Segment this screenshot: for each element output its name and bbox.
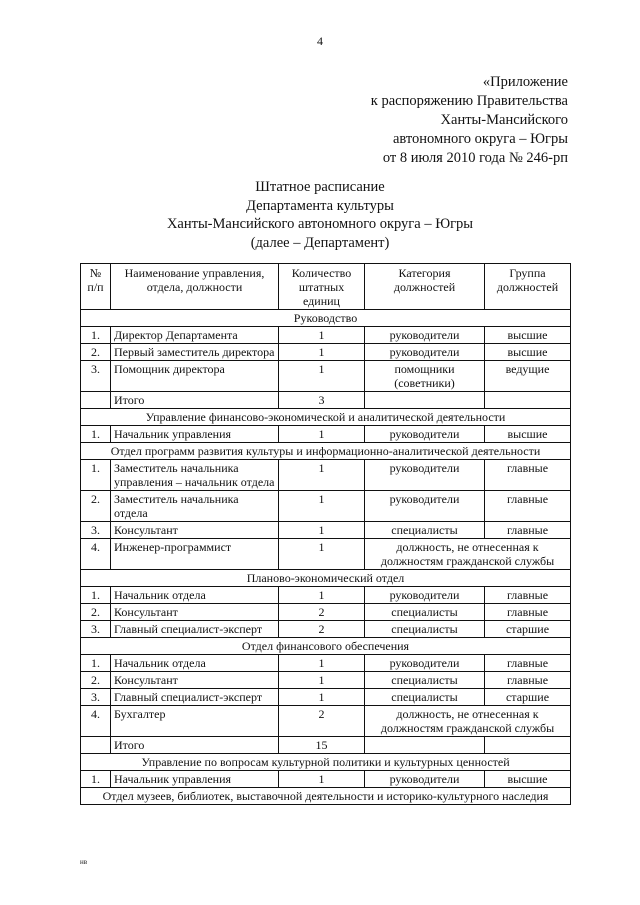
position-category: специалисты bbox=[365, 604, 485, 621]
position-name: Итого bbox=[111, 737, 279, 754]
position-group bbox=[485, 392, 571, 409]
position-group: главные bbox=[485, 587, 571, 604]
appendix-line: к распоряжению Правительства bbox=[370, 93, 568, 109]
row-number: 2. bbox=[81, 604, 111, 621]
page-number: 4 bbox=[317, 34, 323, 48]
staff-count: 1 bbox=[279, 344, 365, 361]
position-category: руководители bbox=[365, 426, 485, 443]
position-name: Бухгалтер bbox=[111, 706, 279, 737]
position-group: главные bbox=[485, 655, 571, 672]
row-number: 3. bbox=[81, 361, 111, 392]
table-row bbox=[81, 327, 571, 344]
position-category: специалисты bbox=[365, 672, 485, 689]
table-row bbox=[81, 689, 571, 706]
staff-count: 1 bbox=[279, 361, 365, 392]
table-row bbox=[81, 460, 571, 491]
staff-count: 2 bbox=[279, 604, 365, 621]
total-row bbox=[81, 737, 571, 754]
staff-count: 3 bbox=[279, 392, 365, 409]
title-line: Штатное расписание bbox=[255, 179, 385, 195]
row-number: 4. bbox=[81, 539, 111, 570]
position-category: руководители bbox=[365, 771, 485, 788]
position-name: Помощник директора bbox=[111, 361, 279, 392]
section-title: Отдел финансового обеспечения bbox=[81, 638, 571, 655]
position-group: старшие bbox=[485, 621, 571, 638]
position-category: специалисты bbox=[365, 621, 485, 638]
table-row bbox=[81, 621, 571, 638]
position-category: руководители bbox=[365, 327, 485, 344]
position-group: ведущие bbox=[485, 361, 571, 392]
row-number: 2. bbox=[81, 672, 111, 689]
section-header-row bbox=[81, 754, 571, 771]
position-group: главные bbox=[485, 604, 571, 621]
position-group: высшие bbox=[485, 327, 571, 344]
staff-count: 1 bbox=[279, 426, 365, 443]
title-line: (далее – Департамент) bbox=[250, 234, 390, 251]
position-group bbox=[485, 737, 571, 754]
row-number: 3. bbox=[81, 621, 111, 638]
staff-count: 1 bbox=[279, 771, 365, 788]
appendix-line: от 8 июля 2010 года № 246-рп bbox=[382, 150, 568, 166]
section-header-row bbox=[81, 310, 571, 327]
row-number: 4. bbox=[81, 706, 111, 737]
row-number: 1. bbox=[81, 587, 111, 604]
position-category: руководители bbox=[365, 460, 485, 491]
position-name: Консультант bbox=[111, 604, 279, 621]
position-group: высшие bbox=[485, 426, 571, 443]
position-category: руководители bbox=[365, 655, 485, 672]
row-number: 1. bbox=[81, 655, 111, 672]
position-category: руководители bbox=[365, 344, 485, 361]
position-category bbox=[365, 737, 485, 754]
staff-count: 1 bbox=[279, 672, 365, 689]
row-number bbox=[81, 737, 111, 754]
section-header-row bbox=[81, 409, 571, 426]
header-qty: Количество штатных единиц bbox=[279, 264, 365, 310]
table-row bbox=[81, 706, 571, 737]
staff-count: 2 bbox=[279, 706, 365, 737]
section-title: Планово-экономический отдел bbox=[81, 570, 571, 587]
staff-count: 1 bbox=[279, 327, 365, 344]
row-number: 1. bbox=[81, 771, 111, 788]
position-category: руководители bbox=[365, 587, 485, 604]
position-group: главные bbox=[485, 672, 571, 689]
staff-count: 2 bbox=[279, 621, 365, 638]
row-number: 3. bbox=[81, 522, 111, 539]
position-name: Начальник отдела bbox=[111, 587, 279, 604]
staff-count: 1 bbox=[279, 491, 365, 522]
row-number: 1. bbox=[81, 327, 111, 344]
section-header-row bbox=[81, 638, 571, 655]
staff-count: 1 bbox=[279, 522, 365, 539]
position-group: высшие bbox=[485, 771, 571, 788]
table-row bbox=[81, 491, 571, 522]
position-group: главные bbox=[485, 522, 571, 539]
table-row bbox=[81, 771, 571, 788]
table-row bbox=[81, 587, 571, 604]
table-row bbox=[81, 672, 571, 689]
position-category: должность, не отнесенная к должностям гражданской службы bbox=[365, 706, 571, 737]
section-title: Отдел программ развития культуры и информационно-аналитической деятельности bbox=[81, 443, 571, 460]
table-row bbox=[81, 604, 571, 621]
staff-count: 15 bbox=[279, 737, 365, 754]
staff-count: 1 bbox=[279, 539, 365, 570]
table-row bbox=[81, 361, 571, 392]
header-name: Наименование управления, отдела, должности bbox=[111, 264, 279, 310]
section-header-row bbox=[81, 788, 571, 805]
staff-table bbox=[80, 263, 571, 805]
table-body bbox=[81, 310, 571, 805]
staff-count: 1 bbox=[279, 655, 365, 672]
position-name: Консультант bbox=[111, 522, 279, 539]
appendix-line: Ханты-Мансийского bbox=[440, 112, 568, 128]
position-group: высшие bbox=[485, 344, 571, 361]
appendix-header bbox=[371, 73, 568, 168]
position-name: Главный специалист-эксперт bbox=[111, 689, 279, 706]
position-category: специалисты bbox=[365, 689, 485, 706]
table-row bbox=[81, 522, 571, 539]
position-name: Заместитель начальника управления – начальник отдела bbox=[111, 460, 279, 491]
header-category: Категория должностей bbox=[365, 264, 485, 310]
row-number: 1. bbox=[81, 426, 111, 443]
position-name: Начальник отдела bbox=[111, 655, 279, 672]
header-num: № п/п bbox=[81, 264, 111, 310]
position-name: Заместитель начальника отдела bbox=[111, 491, 279, 522]
position-name: Итого bbox=[111, 392, 279, 409]
total-row bbox=[81, 392, 571, 409]
row-number bbox=[81, 392, 111, 409]
table-row bbox=[81, 344, 571, 361]
staff-count: 1 bbox=[279, 587, 365, 604]
header-group: Группа должностей bbox=[485, 264, 571, 310]
position-name: Инженер-программист bbox=[111, 539, 279, 570]
position-category: руководители bbox=[365, 491, 485, 522]
position-category: должность, не отнесенная к должностям гражданской службы bbox=[365, 539, 571, 570]
position-name: Начальник управления bbox=[111, 426, 279, 443]
document-title bbox=[0, 178, 640, 252]
appendix-line: «Приложение bbox=[482, 74, 568, 90]
section-header-row bbox=[81, 570, 571, 587]
row-number: 1. bbox=[81, 460, 111, 491]
staff-count: 1 bbox=[279, 689, 365, 706]
section-title: Управление по вопросам культурной политики и культурных ценностей bbox=[81, 754, 571, 771]
position-group: главные bbox=[485, 491, 571, 522]
position-name: Главный специалист-эксперт bbox=[111, 621, 279, 638]
table-row bbox=[81, 655, 571, 672]
table-row bbox=[81, 426, 571, 443]
table-header-row bbox=[81, 264, 571, 310]
staff-count: 1 bbox=[279, 460, 365, 491]
table-row bbox=[81, 539, 571, 570]
position-name: Начальник управления bbox=[111, 771, 279, 788]
footer-mark: нв bbox=[80, 858, 88, 866]
position-name: Директор Департамента bbox=[111, 327, 279, 344]
row-number: 2. bbox=[81, 491, 111, 522]
position-group: главные bbox=[485, 460, 571, 491]
section-title: Руководство bbox=[81, 310, 571, 327]
position-name: Консультант bbox=[111, 672, 279, 689]
section-header-row bbox=[81, 443, 571, 460]
section-title: Управление финансово-экономической и аналитической деятельности bbox=[81, 409, 571, 426]
position-name: Первый заместитель директора bbox=[111, 344, 279, 361]
row-number: 3. bbox=[81, 689, 111, 706]
position-group: старшие bbox=[485, 689, 571, 706]
title-line: Департамента культуры bbox=[246, 197, 394, 214]
appendix-line: автономного округа – Югры bbox=[392, 131, 568, 147]
position-category: специалисты bbox=[365, 522, 485, 539]
position-category bbox=[365, 392, 485, 409]
section-title: Отдел музеев, библиотек, выставочной деятельности и историко-культурного наследия bbox=[81, 788, 571, 805]
row-number: 2. bbox=[81, 344, 111, 361]
position-category: помощники (советники) bbox=[365, 361, 485, 392]
title-line: Ханты-Мансийского автономного округа – Югры bbox=[166, 216, 474, 232]
